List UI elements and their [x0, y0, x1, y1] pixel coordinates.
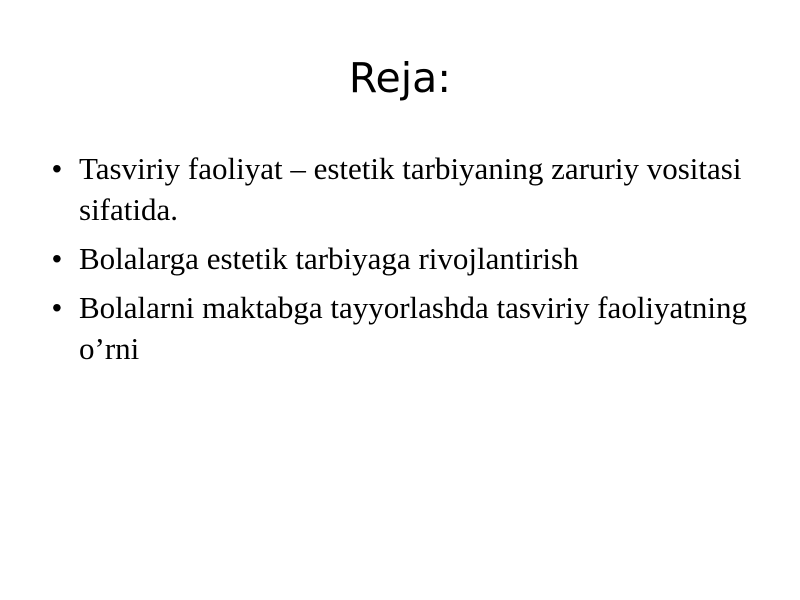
slide-title: Reja:	[348, 54, 452, 102]
list-item-text: Tasviriy faoliyat – estetik tarbiyaning zaruriy vositasi sifatida.	[79, 151, 742, 227]
bullet-icon: •	[52, 243, 62, 274]
bullet-icon: •	[52, 292, 62, 323]
list-item-text: Bolalarni maktabga tayyorlashda tasviriy faoliyatning o’rni	[79, 290, 748, 366]
bullet-icon: •	[52, 153, 62, 184]
list-item	[48, 287, 748, 369]
list-item	[48, 238, 748, 279]
list-item	[48, 148, 748, 230]
list-item-text: Bolalarga estetik tarbiyaga rivojlantirish	[79, 241, 579, 276]
bullet-list	[48, 148, 748, 377]
